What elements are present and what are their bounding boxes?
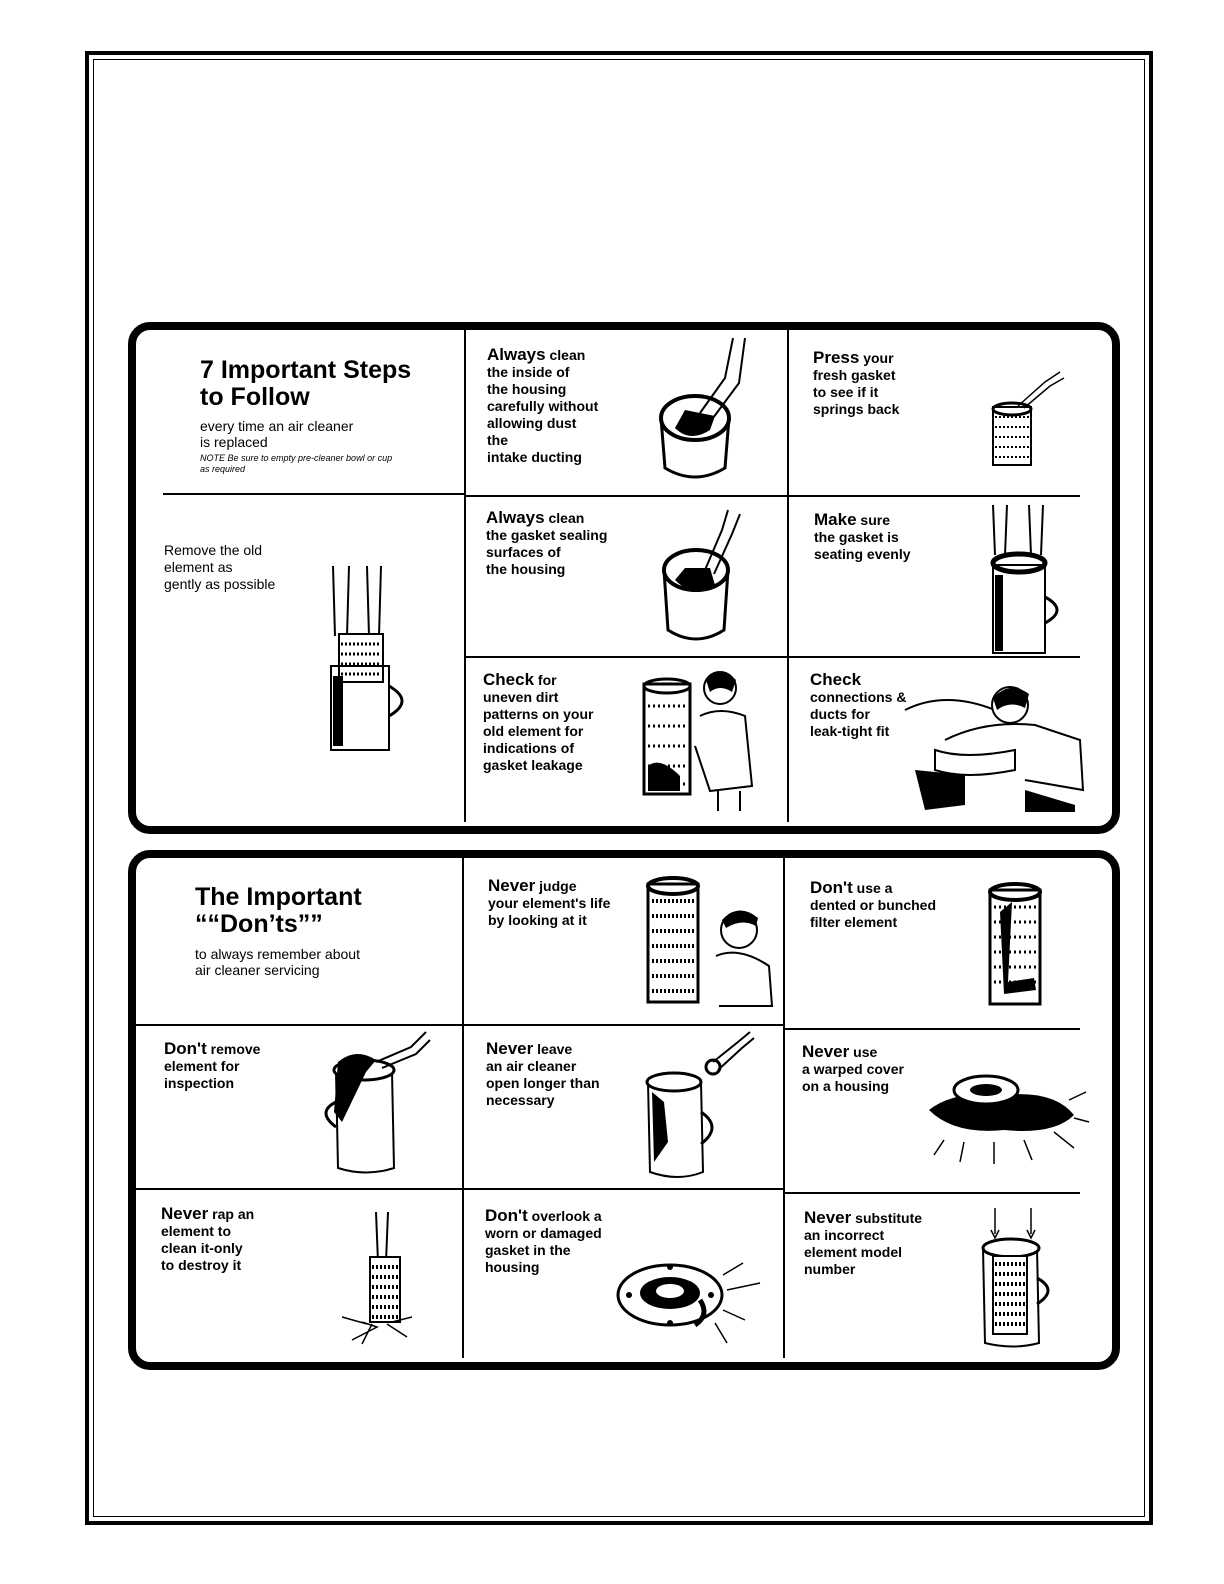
dont-text: substitute an incorrect element model number <box>804 1210 923 1277</box>
step-text: connections & ducts for leak-tight fit <box>810 689 907 739</box>
dont-text: leave an air cleaner open longer than necessary <box>486 1041 600 1108</box>
steps-divider <box>464 495 1080 497</box>
dented-element-illustration <box>986 882 1046 1007</box>
dont-text: overlook a worn or damaged gasket in the housing <box>485 1208 602 1275</box>
dont-dented-element <box>810 879 936 931</box>
warped-cover-illustration <box>924 1070 1089 1165</box>
remove-element-illustration <box>325 566 425 751</box>
dont-remove-for-inspection <box>164 1040 260 1092</box>
step-check-dirt-patterns <box>483 671 593 774</box>
steps-subtitle: every time an air cleaner is replaced <box>200 418 354 450</box>
donts-divider <box>783 1192 1080 1194</box>
donts-divider <box>136 1024 462 1026</box>
step-lead: Press <box>813 348 860 367</box>
donts-title: The Important ““Don’ts”” <box>195 883 362 938</box>
steps-divider <box>464 656 1080 658</box>
steps-divider <box>163 493 465 495</box>
dont-lead: Never <box>486 1039 534 1058</box>
dont-lead: Never <box>161 1204 209 1223</box>
steps-divider <box>787 330 789 822</box>
gasket-seating-illustration <box>985 505 1075 655</box>
step-text: Remove the old element as gently as possible <box>164 542 276 592</box>
donts-divider <box>462 858 464 1358</box>
check-connections-illustration <box>905 680 1085 815</box>
gasket-press-illustration <box>990 372 1070 467</box>
dont-lead: Never <box>804 1208 852 1227</box>
open-housing-illustration <box>638 1032 758 1182</box>
dont-text: rap an element to clean it-only to destroy it <box>161 1206 255 1273</box>
dont-rap-element <box>161 1205 254 1274</box>
steps-title: 7 Important Steps to Follow <box>200 356 412 411</box>
rap-element-illustration <box>332 1212 412 1344</box>
step-text: clean the inside of the housing carefully without allowing dust the intake ducting <box>487 347 599 465</box>
step-text: for uneven dirt patterns on your old element for indications of gasket leakage <box>483 672 594 773</box>
incorrect-element-illustration <box>975 1208 1065 1350</box>
housing-cleaning-illustration <box>655 338 755 488</box>
dont-text: remove element for inspection <box>164 1041 261 1091</box>
dont-lead: Never <box>488 876 536 895</box>
step-check-connections <box>810 671 906 740</box>
judge-element-illustration <box>644 876 774 1006</box>
inspect-element-illustration <box>640 666 760 811</box>
dont-text: judge your element's life by looking at it <box>488 878 611 928</box>
donts-divider <box>783 1028 1080 1030</box>
dont-substitute-model <box>804 1209 922 1278</box>
step-remove-element <box>164 541 275 593</box>
donts-divider <box>783 858 785 1358</box>
step-clean-housing <box>487 346 598 466</box>
step-lead: Always <box>486 508 545 527</box>
dont-lead: Don't <box>810 878 853 897</box>
dont-lead: Don't <box>164 1039 207 1058</box>
donts-divider <box>136 1188 784 1190</box>
step-text: clean the gasket sealing surfaces of the housing <box>486 510 608 577</box>
dont-leave-open <box>486 1040 600 1109</box>
step-press-gasket <box>813 349 899 418</box>
dont-warped-cover <box>802 1043 904 1095</box>
step-lead: Check <box>483 670 535 689</box>
dont-lead: Never <box>802 1042 850 1061</box>
step-clean-gasket-surfaces <box>486 509 607 578</box>
step-lead: Always <box>487 345 546 364</box>
step-lead: Check <box>810 670 862 689</box>
step-gasket-seating <box>814 511 911 563</box>
worn-gasket-illustration <box>615 1255 765 1345</box>
dont-text: use a dented or bunched filter element <box>810 880 936 930</box>
gasket-surface-cleaning-illustration <box>660 510 750 650</box>
donts-divider <box>462 1024 784 1026</box>
dont-lead: Don't <box>485 1206 528 1225</box>
donts-subtitle: to always remember about air cleaner servicing <box>195 946 360 978</box>
dont-overlook-gasket <box>485 1207 602 1276</box>
steps-divider <box>464 330 466 822</box>
remove-for-inspection-illustration <box>316 1032 431 1177</box>
dont-text: use a warped cover on a housing <box>802 1044 904 1094</box>
step-text: your fresh gasket to see if it springs back <box>813 350 900 417</box>
step-text: sure the gasket is seating evenly <box>814 512 911 562</box>
step-lead: Make <box>814 510 857 529</box>
steps-note: NOTE Be sure to empty pre-cleaner bowl or cup as required <box>200 453 393 474</box>
dont-judge-element <box>488 877 610 929</box>
